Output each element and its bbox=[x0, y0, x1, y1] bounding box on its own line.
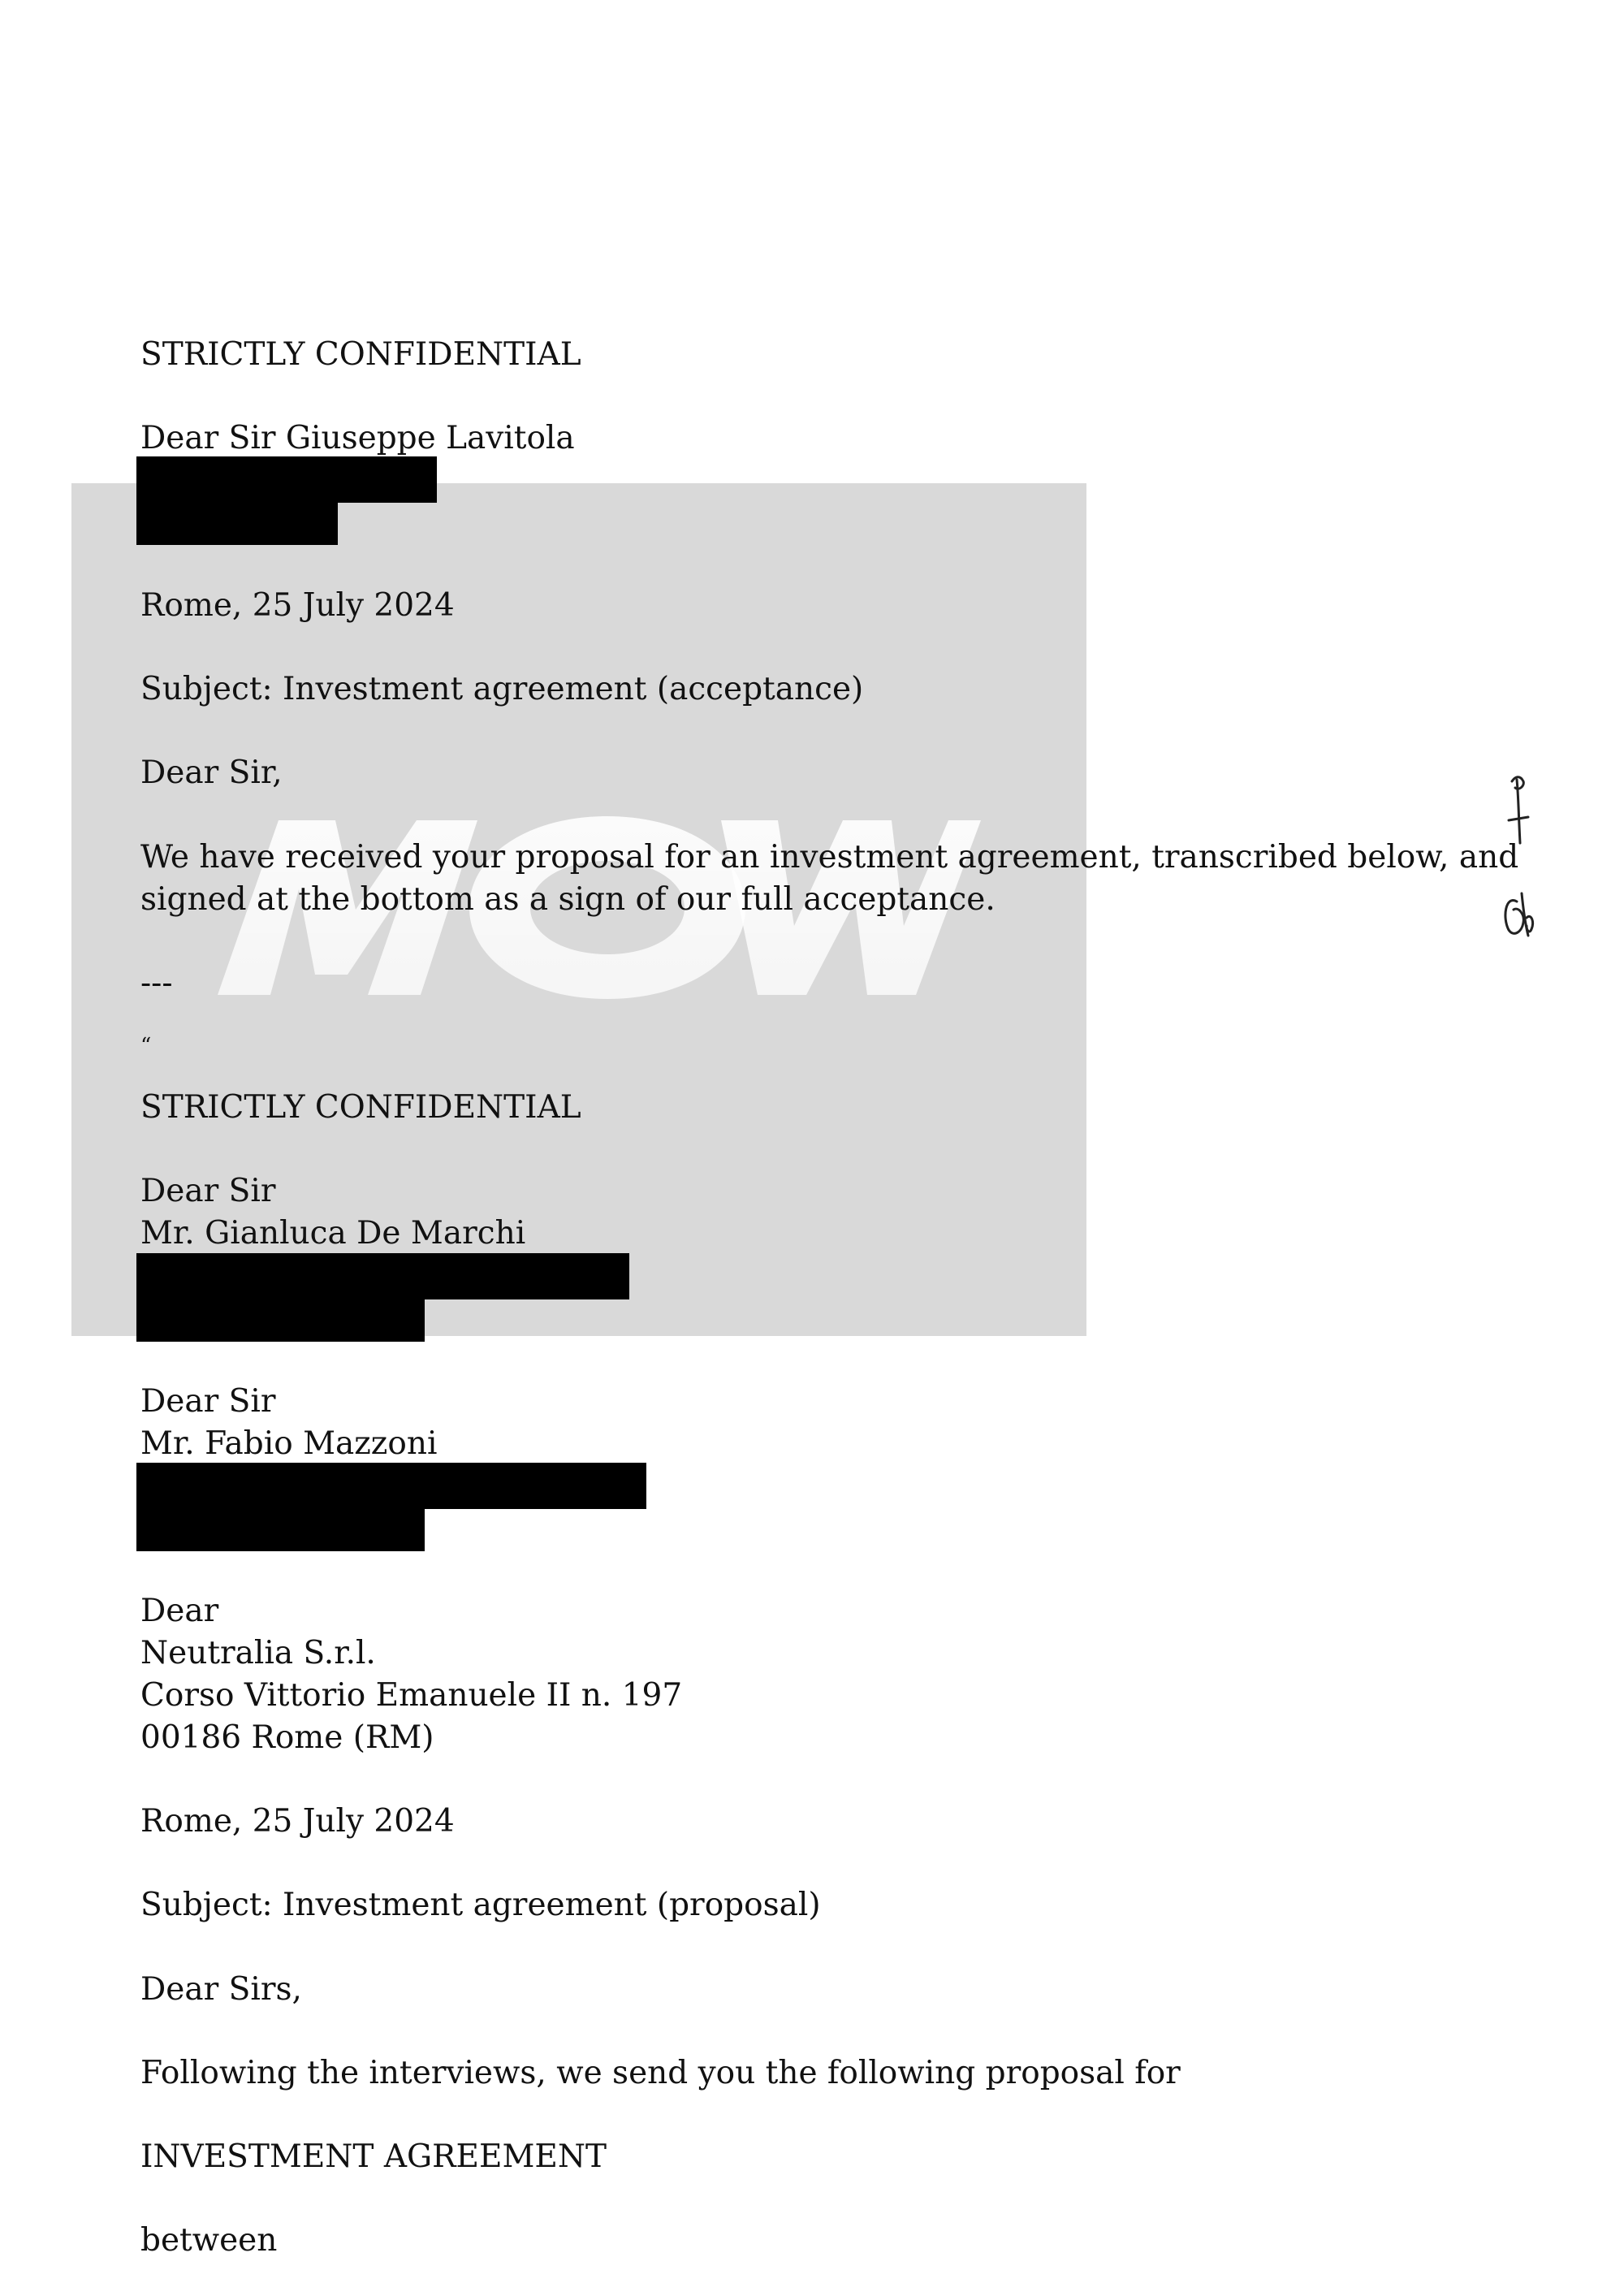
recipient3-salutation: Dear bbox=[140, 1593, 219, 1629]
letter-salutation: Dear Sir, bbox=[140, 755, 283, 791]
letter-body-line2: signed at the bottom as a sign of our full acceptance. bbox=[140, 881, 996, 918]
letter-body-line1: We have received your proposal for an investment agreement, transcribed below, and bbox=[140, 839, 1519, 876]
recipient3-company: Neutralia S.r.l. bbox=[140, 1635, 376, 1671]
recipient3-city: 00186 Rome (RM) bbox=[140, 1719, 434, 1756]
open-quote-mark: “ bbox=[140, 1034, 152, 1058]
separator-dashes: --- bbox=[140, 965, 173, 1001]
redaction-block bbox=[136, 1296, 425, 1342]
proposal-date: Rome, 25 July 2024 bbox=[140, 1803, 455, 1840]
recipient2-salutation: Dear Sir bbox=[140, 1383, 276, 1420]
between-line: between bbox=[140, 2222, 278, 2259]
redaction-block bbox=[136, 456, 437, 503]
redaction-block bbox=[136, 1506, 425, 1551]
letter-subject: Subject: Investment agreement (acceptance) bbox=[140, 671, 864, 707]
redaction-block bbox=[136, 499, 338, 545]
proposal-salutation: Dear Sirs, bbox=[140, 1971, 302, 2008]
proposal-intro: Following the interviews, we send you the following proposal for bbox=[140, 2055, 1181, 2091]
recipient1-name: Mr. Gianluca De Marchi bbox=[140, 1215, 526, 1252]
redaction-block bbox=[136, 1463, 646, 1509]
proposal-confidential-heading: STRICTLY CONFIDENTIAL bbox=[140, 1089, 581, 1126]
handwritten-initials-signature bbox=[1494, 763, 1543, 950]
confidential-heading: STRICTLY CONFIDENTIAL bbox=[140, 336, 581, 373]
proposal-subject: Subject: Investment agreement (proposal) bbox=[140, 1887, 821, 1923]
redaction-block bbox=[136, 1253, 629, 1299]
agreement-title: INVESTMENT AGREEMENT bbox=[140, 2138, 607, 2175]
addressee-line: Dear Sir Giuseppe Lavitola bbox=[140, 420, 575, 456]
recipient2-name: Mr. Fabio Mazzoni bbox=[140, 1425, 438, 1462]
recipient3-street: Corso Vittorio Emanuele II n. 197 bbox=[140, 1677, 683, 1714]
letter-date: Rome, 25 July 2024 bbox=[140, 587, 455, 624]
recipient1-salutation: Dear Sir bbox=[140, 1173, 276, 1209]
